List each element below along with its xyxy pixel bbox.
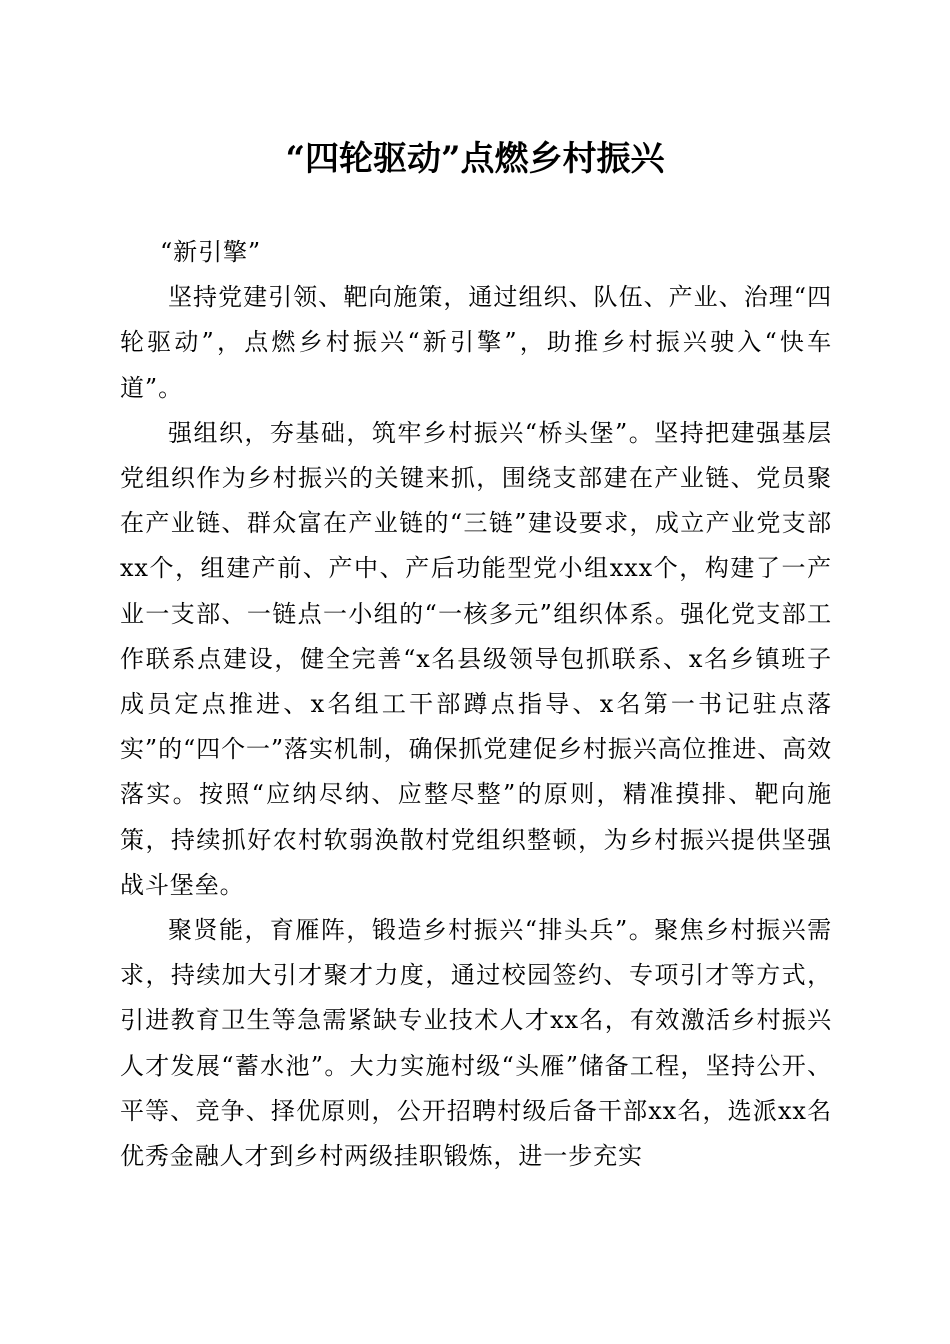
document-body: [120, 230, 832, 1179]
paragraph-intro: 坚持党建引领、靶向施策，通过组织、队伍、产业、治理“四轮驱动”，点燃乡村振兴“新引擎”，助推乡村振兴驶入“快车道”。: [120, 283, 832, 402]
paragraph-talent: 聚贤能，育雁阵，锻造乡村振兴“排头兵”。聚焦乡村振兴需求，持续加大引才聚才力度，通过校园签约、专项引才等方式，引进教育卫生等急需紧缺专业技术人才xx名，有效激活乡村振兴人才发展“蓄水池”。大力实施村级“头雁”储备工程，坚持公开、平等、竞争、择优原则，公开招聘村级后备干部xx名，选派xx名优秀金融人才到乡村两级挂职锻炼，进一步充实: [120, 916, 832, 1171]
document-title: “四轮驱动”点燃乡村振兴: [285, 139, 665, 179]
paragraph-subtitle: “新引擎”: [160, 238, 262, 266]
paragraph-organization: 强组织，夯基础，筑牢乡村振兴“桥头堡”。坚持把建强基层党组织作为乡村振兴的关键来抓，围绕支部建在产业链、党员聚在产业链、群众富在产业链的“三链”建设要求，成立产业党支部xx个，组建产前、产中、产后功能型党小组xxx个，构建了一产业一支部、一链点一小组的“一核多元”组织体系。强化党支部工作联系点建设，健全完善“x名县级领导包抓联系、x名乡镇班子成员定点推进、x名组工干部蹲点指导、x名第一书记驻点落实”的“四个一”落实机制，确保抓党建促乡村振兴高位推进、高效落实。按照“应纳尽纳、应整尽整”的原则，精准摸排、靶向施策，持续抓好农村软弱涣散村党组织整顿，为乡村振兴提供坚强战斗堡垒。: [120, 418, 832, 899]
